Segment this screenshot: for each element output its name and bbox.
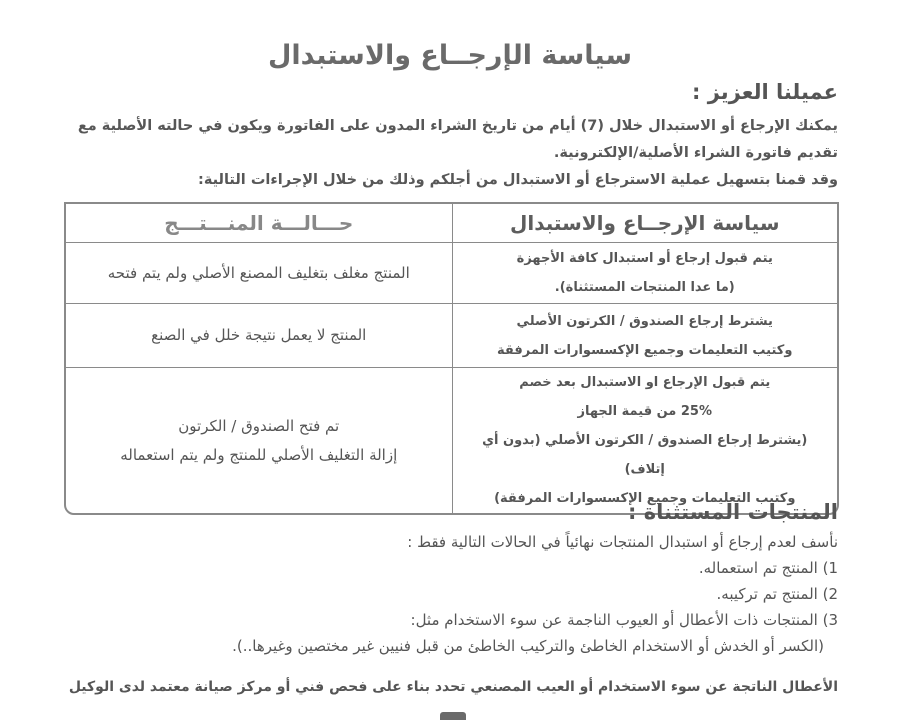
page-title: سياسة الإرجــاع والاستبدال: [267, 40, 633, 71]
intro-line: يمكنك الإرجاع أو الاستبدال خلال (7) أيام من تاريخ الشراء المدون على الفاتورة ويكون في حالته الأصلية مع: [77, 118, 838, 134]
intro-line: وقد قمنا بتسهيل عملية الاسترجاع أو الاستبدال من أجلكم وذلك من خلال الإجراءات التالية:: [198, 172, 838, 188]
footer-note: الأعطال الناتجة عن سوء الاستخدام أو العيب المصنعي تحدد بناء على فحص فني أو مركز صيانة معتمد لدى الوكيل: [68, 679, 838, 695]
list-item: 3) المنتجات ذات الأعطال أو العيوب الناجمة عن سوء الاستخدام مثل:: [410, 611, 838, 629]
excluded-note: (الكسر أو الخدش أو الاستخدام الخاطئ والتركيب الخاطئ من قبل فنيين غير مختصين وغيرها..).: [232, 637, 824, 655]
list-item: 1) المنتج تم استعماله.: [698, 559, 838, 577]
cell-line: 25% من قيمة الجهاز: [577, 404, 713, 419]
excluded-list: [48, 529, 838, 659]
policy-cell: [452, 303, 838, 367]
table-row: [66, 242, 837, 303]
cell-line: تم فتح الصندوق / الكرتون: [178, 416, 340, 435]
policy-cell: [452, 242, 838, 303]
policy-cell: [452, 367, 838, 513]
cell-line: إزالة التغليف الأصلي للمنتج ولم يتم استعماله: [120, 445, 398, 464]
excluded-lead: نأسف لعدم إرجاع أو استبدال المنتجات نهائياً في الحالات التالية فقط :: [407, 533, 838, 551]
table-row: [66, 303, 837, 367]
cell-line: يشترط إرجاع الصندوق / الكرتون الأصلي: [516, 313, 773, 329]
condition-column-header: حـــالـــة المنـــتـــج: [164, 210, 354, 235]
policy-table: [64, 202, 839, 515]
condition-cell: [66, 242, 452, 303]
cell-line: المنتج لا يعمل نتيجة خلل في الصنع: [151, 326, 367, 344]
intro-line: تقديم فاتورة الشراء الأصلية/الإلكترونية.: [553, 145, 838, 161]
cell-line: يتم قبول إرجاع أو استبدال كافة الأجهزة: [516, 251, 773, 266]
cell-line: المنتج مغلف بتغليف المصنع الأصلي ولم يتم فتحه: [107, 263, 410, 282]
condition-cell: [66, 303, 452, 367]
cell-line: يتم قبول الإرجاع او الاستبدال بعد خصم: [519, 375, 771, 390]
greeting-heading: عميلنا العزيز :: [692, 80, 838, 104]
cell-line: (ما عدا المنتجات المستثناة).: [554, 280, 735, 295]
cell-line: وكتيب التعليمات وجميع الإكسسوارات المرفقة): [494, 491, 796, 506]
cropped-glyph: [440, 712, 466, 720]
list-item: 2) المنتج تم تركيبه.: [716, 585, 838, 603]
cell-line: (يشترط إرجاع الصندوق / الكرتون الأصلي (بدون أي إتلاف): [482, 433, 808, 477]
table-header-row: [66, 204, 837, 242]
policy-column-header: سياسة الإرجــاع والاستبدال: [452, 204, 838, 242]
condition-cell: [66, 367, 452, 513]
intro-paragraph: [58, 113, 838, 194]
table-row: [66, 367, 837, 513]
cell-line: وكتيب التعليمات وجميع الإكسسوارات المرفقة: [497, 342, 793, 358]
excluded-heading: المنتجات المستثناة :: [628, 500, 838, 524]
